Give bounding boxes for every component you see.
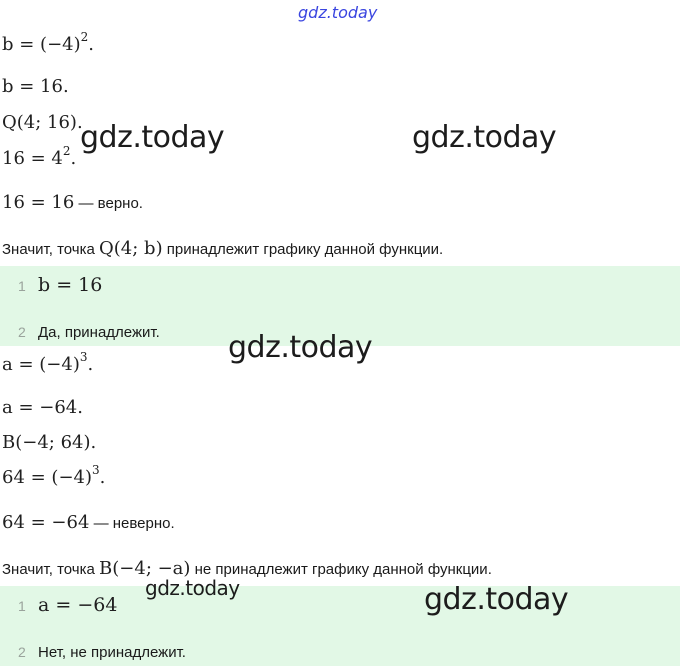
equation-check-q xyxy=(2,146,76,169)
conclusion-b xyxy=(2,558,492,579)
point-b: B(−4; 64). xyxy=(2,432,97,453)
conclusion-prefix: Значит, точка xyxy=(2,561,100,578)
equation-text: 64 = −64 xyxy=(2,512,90,533)
conclusion-suffix: принадлежит графику данной функции. xyxy=(162,241,444,258)
equation-end: . xyxy=(70,148,77,169)
answer-number: 2 xyxy=(18,324,26,340)
equation-a-cube xyxy=(2,352,93,375)
answer-number: 2 xyxy=(18,644,26,660)
equation-text: a = (−4) xyxy=(2,354,80,375)
equation-end: . xyxy=(87,354,94,375)
conclusion-point: B(−4; −a) xyxy=(99,558,191,579)
answer-value: a = −64 xyxy=(38,594,118,616)
point-q: Q(4; 16). xyxy=(2,112,83,133)
answer-box-2 xyxy=(0,586,680,666)
equation-text: 16 = 16 xyxy=(2,192,75,213)
answer-row-2 xyxy=(18,324,160,341)
verification-false xyxy=(2,512,175,533)
answer-value: Да, принадлежит. xyxy=(38,324,160,341)
answer-value: Нет, не принадлежит. xyxy=(38,644,186,661)
answer-row-1 xyxy=(18,594,117,616)
equation-text: b = (−4) xyxy=(2,34,81,55)
equation-end: . xyxy=(99,467,106,488)
answer-number: 1 xyxy=(18,598,26,614)
equation-a-value: a = −64. xyxy=(2,397,83,418)
equation-b-value: b = 16. xyxy=(2,76,69,97)
exponent: 3 xyxy=(92,463,100,477)
conclusion-prefix: Значит, точка xyxy=(2,241,100,258)
watermark-1: gdz.today xyxy=(80,120,225,155)
equation-text: 64 = (−4) xyxy=(2,467,93,488)
watermark-4: gdz.today xyxy=(145,576,240,600)
conclusion-q xyxy=(2,238,443,259)
exponent: 3 xyxy=(79,350,88,364)
watermark-3: gdz.today xyxy=(228,330,373,365)
conclusion-point: Q(4; b) xyxy=(99,238,163,259)
exponent: 2 xyxy=(62,144,71,158)
answer-number: 1 xyxy=(18,278,26,294)
answer-row-1 xyxy=(18,274,102,296)
verdict-text: — неверно. xyxy=(89,515,175,532)
conclusion-suffix: не принадлежит графику данной функции. xyxy=(190,561,492,578)
equation-text: 16 = 4 xyxy=(2,148,63,169)
exponent: 2 xyxy=(80,30,89,44)
equation-b-square xyxy=(2,32,94,55)
watermark-top: gdz.today xyxy=(298,3,378,22)
watermark-5: gdz.today xyxy=(424,582,569,617)
answer-row-2 xyxy=(18,644,186,661)
equation-end: . xyxy=(88,34,95,55)
verification-true xyxy=(2,192,143,213)
equation-check-b xyxy=(2,465,105,488)
answer-value: b = 16 xyxy=(38,274,103,296)
watermark-2: gdz.today xyxy=(412,120,557,155)
verdict-text: — верно. xyxy=(74,195,143,212)
